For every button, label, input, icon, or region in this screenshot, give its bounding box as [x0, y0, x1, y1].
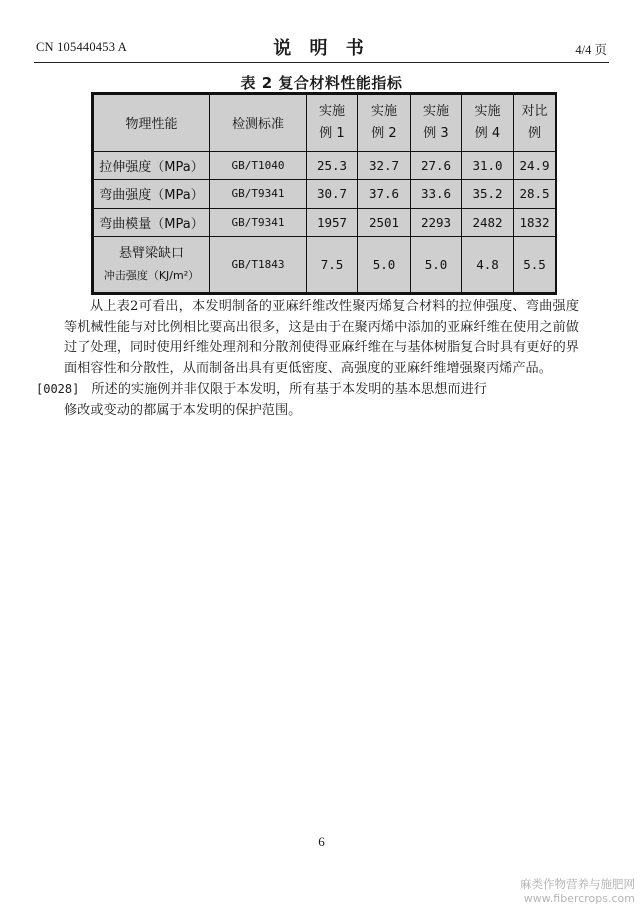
cell-example-4: 31.0 [462, 151, 514, 179]
cell-example-2: 37.6 [358, 180, 411, 208]
cell-example-2: 5.0 [358, 237, 411, 293]
col-header-example-2: 实施 例 2 [358, 95, 411, 152]
cell-comparative: 28.5 [514, 180, 556, 208]
row-standard: GB/T9341 [210, 208, 307, 236]
cell-example-1: 30.7 [307, 180, 358, 208]
col-header-example-3: 实施 例 3 [411, 95, 462, 152]
row-property: 拉伸强度（MPa） [94, 151, 210, 179]
cell-example-4: 4.8 [462, 237, 514, 293]
cell-comparative: 24.9 [514, 151, 556, 179]
cell-example-2: 2501 [358, 208, 411, 236]
table-row [94, 208, 556, 236]
properties-table [91, 92, 557, 295]
cell-example-4: 2482 [462, 208, 514, 236]
table-row [94, 180, 556, 208]
row-property: 悬臂梁缺口 冲击强度（KJ/m²） [94, 237, 210, 293]
table-caption: 表 2 复合材料性能指标 [240, 74, 403, 92]
col-header-comparative: 对比 例 [514, 95, 556, 152]
cell-example-3: 2293 [411, 208, 462, 236]
paragraph-0028 [36, 379, 579, 421]
header-divider [34, 62, 609, 63]
analysis-paragraph: 从上表2可看出，本发明制备的亚麻纤维改性聚丙烯复合材料的拉伸强度、弯曲强度等机械性能与对比例相比要高出很多，这是由于在聚丙烯中添加的亚麻纤维在使用之前做过了处理，同时使用纤维处理剂和分散剂使得亚麻纤维在与基体树脂复合时具有更好的界面相容性和分散性，从而制备出具有更低密度、高强度的亚麻纤维增强聚丙烯产品。 [64, 299, 579, 376]
row-standard: GB/T1843 [210, 237, 307, 293]
patent-number: CN 105440453 A [36, 40, 128, 54]
cell-example-4: 35.2 [462, 180, 514, 208]
cell-example-3: 33.6 [411, 180, 462, 208]
cell-example-1: 7.5 [307, 237, 358, 293]
watermark-url: www.fibercrops.com [523, 892, 635, 905]
row-property: 弯曲模量（MPa） [94, 208, 210, 236]
paragraph-text-line2: 修改或变动的都属于本发明的保护范围。 [64, 402, 302, 418]
cell-example-1: 25.3 [307, 151, 358, 179]
row-standard: GB/T9341 [210, 180, 307, 208]
col-header-example-1: 实施 例 1 [307, 95, 358, 152]
table-header-row [94, 95, 556, 152]
col-header-example-4: 实施 例 4 [462, 95, 514, 152]
document-title: 说 明 书 [273, 38, 370, 59]
col-header-property: 物理性能 [94, 95, 210, 152]
row-standard: GB/T1040 [210, 151, 307, 179]
cell-example-3: 27.6 [411, 151, 462, 179]
cell-example-3: 5.0 [411, 237, 462, 293]
col-header-standard: 检测标准 [210, 95, 307, 152]
table-row [94, 151, 556, 179]
watermark-title: 麻类作物营养与施肥网 [520, 877, 635, 891]
paragraph-number: [0028] [36, 382, 80, 396]
page-indicator: 4/4 页 [575, 43, 607, 57]
cell-example-2: 32.7 [358, 151, 411, 179]
cell-example-1: 1957 [307, 208, 358, 236]
table-row [94, 237, 556, 293]
page-number: 6 [318, 834, 325, 849]
row-property: 弯曲强度（MPa） [94, 180, 210, 208]
cell-comparative: 1832 [514, 208, 556, 236]
cell-comparative: 5.5 [514, 237, 556, 293]
paragraph-text-line1: 所述的实施例并非仅限于本发明，所有基于本发明的基本思想而进行 [91, 382, 487, 397]
